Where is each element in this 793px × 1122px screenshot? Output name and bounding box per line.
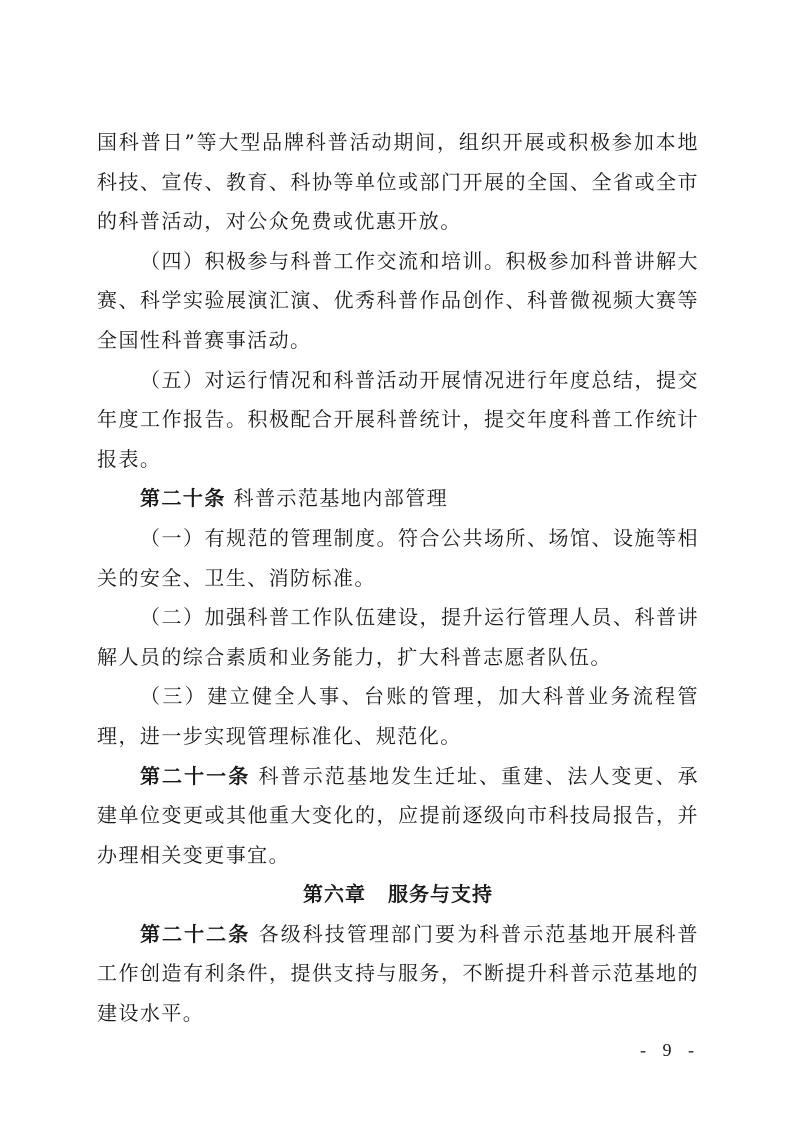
article-21-text: 科普示范基地发生迁址、重建、法人变更、承建单位变更或其他重大变化的，应提前逐级向市科技局报告，并办理相关变更事宜。 [97, 763, 700, 867]
article-20-item-3: （三）建立健全人事、台账的管理，加大科普业务流程管理，进一步实现管理标准化、规范化。 [97, 684, 699, 748]
article-20-text: 科普示范基地内部管理 [225, 486, 449, 511]
article-21 [97, 757, 699, 876]
article-20-item-1: （一）有规范的管理制度。符合公共场所、场馆、设施等相关的安全、卫生、消防标准。 [97, 525, 699, 590]
article-21-label: 第二十一条 [140, 763, 251, 788]
document-body [97, 123, 699, 1034]
article-20-item-2: （二）加强科普工作队伍建设，提升运行管理人员、科普讲解人员的综合素质和业务能力，扩大科普志愿者队伍。 [97, 605, 699, 669]
paragraph-item-4: （四）积极参与科普工作交流和培训。积极参加科普讲解大赛、科学实验展演汇演、优秀科普作品创作、科普微视频大赛等全国性科普赛事活动。 [97, 248, 699, 352]
paragraph-item-5: （五）对运行情况和科普活动开展情况进行年度总结，提交年度工作报告。积极配合开展科普统计，提交年度科普工作统计报表。 [97, 367, 699, 471]
article-20 [97, 479, 699, 519]
article-20-label: 第二十条 [140, 486, 226, 511]
paragraph-activities-continuation: 国科普日”等大型品牌科普活动期间，组织开展或积极参加本地科技、宣传、教育、科协等单位或部门开展的全国、全省或全市的科普活动，对公众免费或优惠开放。 [97, 130, 699, 234]
chapter-number: 第六章 [303, 882, 366, 907]
article-22-label: 第二十二条 [140, 921, 251, 946]
chapter-heading [97, 875, 699, 915]
article-22 [97, 915, 699, 1034]
article-22-text: 各级科技管理部门要为科普示范基地开展科普工作创造有利条件，提供支持与服务，不断提升科普示范基地的建设水平。 [97, 921, 700, 1026]
chapter-title: 服务与支持 [388, 882, 493, 907]
page-number: - 9 - [640, 1040, 700, 1060]
